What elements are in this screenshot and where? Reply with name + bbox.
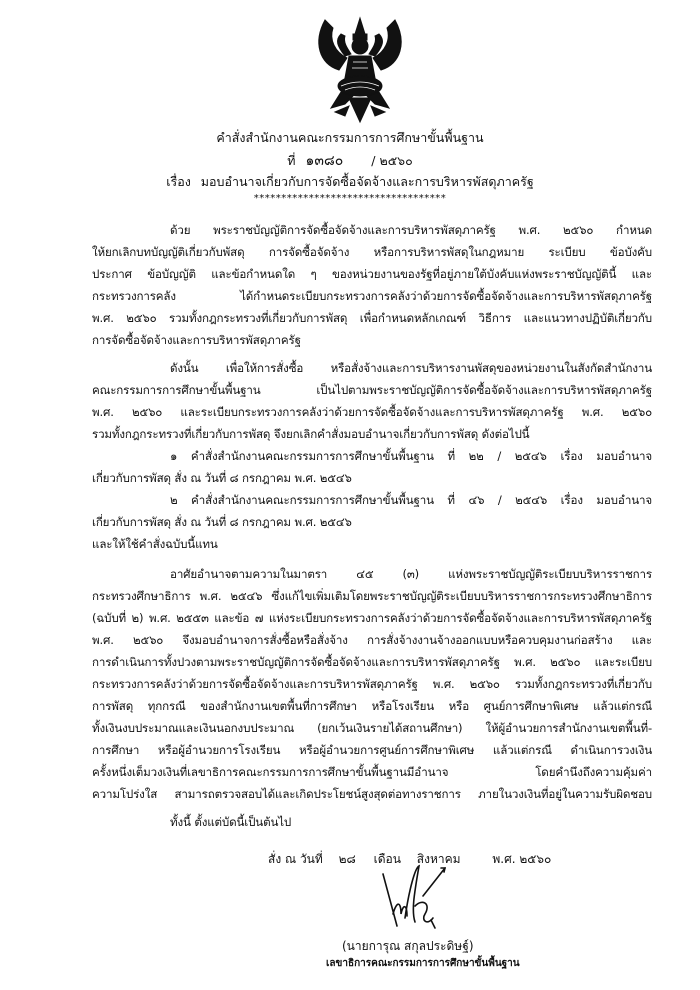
paragraph-line: ด้วย พระราชบัญญัติการจัดซื้อจัดจ้างและการบริหารพัสดุภาครัฐ พ.ศ. ๒๕๖๐ กำหนด — [170, 223, 652, 237]
revoked-order-item-2: ๒ คำสั่งสำนักงานคณะกรรมการการศึกษาขั้นพื้นฐาน ที่ ๔๖ / ๒๕๔๖ เรื่อง มอบอำนาจ — [170, 493, 652, 507]
replacement-line: และให้ใช้คำสั่งฉบับนี้แทน — [92, 537, 218, 551]
paragraph-line: รวมทั้งกฎกระทรวงที่เกี่ยวกับการพัสดุ จึงยกเลิกคำสั่งมอบอำนาจเกี่ยวกับการพัสดุ ดังต่อไปนี้ — [92, 427, 530, 441]
order-number-value: ๑๓๘๐ — [305, 153, 344, 169]
paragraph-line: กระทรวงการคลังว่าด้วยการจัดซื้อจัดจ้างและการบริหารพัสดุภาครัฐ พ.ศ. ๒๕๖๐ รวมทั้งกฎกระทรวงที่เกี่ยวกับ — [92, 677, 652, 691]
handwritten-signature-icon — [375, 860, 455, 930]
order-number-year: / ๒๕๖๐ — [371, 153, 413, 168]
revoked-order-item-2-cont: เกี่ยวกับการพัสดุ สั่ง ณ วันที่ ๘ กรกฎาคม พ.ศ. ๒๕๔๖ — [92, 515, 352, 529]
paragraph-line: คณะกรรมการการศึกษาขั้นพื้นฐาน เป็นไปตามพระราชบัญญัติการจัดซื้อจัดจ้างและการบริหารพัสดุภาครัฐ — [92, 383, 652, 397]
paragraph-line: ดังนั้น เพื่อให้การสั่งซื้อ หรือสั่งจ้างและการบริหารงานพัสดุของหน่วยงานในสังกัดสำนักงาน — [170, 361, 652, 375]
paragraph-line: การจัดซื้อจัดจ้างและการบริหารพัสดุภาครัฐ — [92, 333, 301, 347]
paragraph-line: ประกาศ ข้อบัญญัติ และข้อกำหนดใด ๆ ของหน่วยงานของรัฐที่อยู่ภายใต้บังคับแห่งพระราชบัญญัตินี้ และ — [92, 267, 652, 281]
signatory-name: (นายการุณ สกุลประดิษฐ์) — [342, 939, 474, 953]
paragraph-line: การดำเนินการทั้งปวงตามพระราชบัญญัติการจัดซื้อจัดจ้างและการบริหารพัสดุภาครัฐ พ.ศ. ๒๕๖๐ และระเบียบ — [92, 655, 652, 669]
order-number — [0, 150, 700, 172]
paragraph-line: การศึกษา หรือผู้อำนวยการโรงเรียน หรือผู้อำนวยการศูนย์การศึกษาพิเศษ แล้วแต่กรณี ดำเนินการวงเงิน — [92, 743, 652, 757]
signatory-position: เลขาธิการคณะกรรมการการศึกษาขั้นพื้นฐาน — [326, 958, 520, 969]
paragraph-line: (ฉบับที่ ๒) พ.ศ. ๒๕๕๓ และข้อ ๗ แห่งระเบียบกระทรวงการคลังว่าด้วยการจัดซื้อจัดจ้างและการบริหารพัสดุภาครัฐ — [92, 611, 652, 625]
paragraph-line: กระทรวงการคลัง ได้กำหนดระเบียบกระทรวงการคลังว่าด้วยการจัดซื้อจัดจ้างและการบริหารพัสดุภาครัฐ — [92, 289, 652, 303]
paragraph-line: ความโปร่งใส สามารถตรวจสอบได้และเกิดประโยชน์สูงสุดต่อทางราชการ ภายในวงเงินที่อยู่ในความรับผิดชอบ — [92, 787, 652, 801]
paragraph-line: การพัสดุ ทุกกรณี ของสำนักงานเขตพื้นที่การศึกษา หรือโรงเรียน หรือ ศูนย์การศึกษาพิเศษ แล้วแต่กรณี — [92, 699, 652, 713]
date-month-label: เดือน — [373, 852, 401, 866]
date-year: พ.ศ. ๒๕๖๐ — [492, 852, 552, 866]
subject-label: เรื่อง — [166, 174, 191, 189]
date-prefix: สั่ง ณ วันที่ — [268, 852, 323, 866]
subject-line — [0, 172, 700, 192]
paragraph-line: อาศัยอำนาจตามความในมาตรา ๔๕ (๓) แห่งพระราชบัญญัติระเบียบบริหารราชการ — [170, 567, 652, 581]
paragraph-line: กระทรวงศึกษาธิการ พ.ศ. ๒๕๔๖ ซึ่งแก้ไขเพิ่มเติมโดยพระราชบัญญัติระเบียบบริหารราชการกระทรวงศึกษาธิการ — [92, 589, 652, 603]
paragraph-line: พ.ศ. ๒๕๖๐ และระเบียบกระทรวงการคลังว่าด้วยการจัดซื้อจัดจ้างและการบริหารพัสดุภาครัฐ พ.ศ. ๒๕๖๐ — [92, 405, 652, 419]
garuda-emblem-icon — [305, 12, 415, 124]
separator-stars: *********************************** — [253, 193, 447, 204]
effective-line: ทั้งนี้ ตั้งแต่บัดนี้เป็นต้นไป — [170, 815, 292, 829]
revoked-order-item-1-cont: เกี่ยวกับการพัสดุ สั่ง ณ วันที่ ๘ กรกฎาคม พ.ศ. ๒๕๔๖ — [92, 471, 352, 485]
document-title: คำสั่งสำนักงานคณะกรรมการการศึกษาขั้นพื้นฐาน — [216, 130, 484, 145]
paragraph-line: ครั้งหนึ่งเต็มวงเงินที่เลขาธิการคณะกรรมการการศึกษาขั้นพื้นฐานมีอำนาจ โดยคำนึงถึงความคุ้มค่า — [92, 765, 652, 779]
revoked-order-item-1: ๑ คำสั่งสำนักงานคณะกรรมการการศึกษาขั้นพื้นฐาน ที่ ๒๒ / ๒๕๔๖ เรื่อง มอบอำนาจ — [170, 449, 652, 463]
date-month: สิงหาคม — [416, 852, 461, 866]
date-day: ๒๘ — [338, 852, 356, 866]
paragraph-line: พ.ศ. ๒๕๖๐ รวมทั้งกฎกระทรวงที่เกี่ยวกับการพัสดุ เพื่อกำหนดหลักเกณฑ์ วิธีการ และแนวทางปฏิบัติเกี่ยวกับ — [92, 311, 652, 325]
subject-text: มอบอำนาจเกี่ยวกับการจัดซื้อจัดจ้างและการบริหารพัสดุภาครัฐ — [200, 174, 534, 189]
paragraph-line: ให้ยกเลิกบทบัญญัติเกี่ยวกับพัสดุ การจัดซื้อจัดจ้าง หรือการบริหารพัสดุในกฎหมาย ระเบียบ ข้อบังคับ — [92, 245, 652, 259]
paragraph-line: พ.ศ. ๒๕๖๐ จึงมอบอำนาจการสั่งซื้อหรือสั่งจ้าง การสั่งจ้างงานจ้างออกแบบหรือควบคุมงานก่อสร้าง และ — [92, 633, 652, 647]
order-number-label: ที่ — [287, 153, 296, 168]
paragraph-line: ทั้งเงินงบประมาณและเงินนอกงบประมาณ (ยกเว้นเงินรายได้สถานศึกษา) ให้ผู้อำนวยการสำนักงานเขตพื้นที่- — [92, 721, 652, 735]
